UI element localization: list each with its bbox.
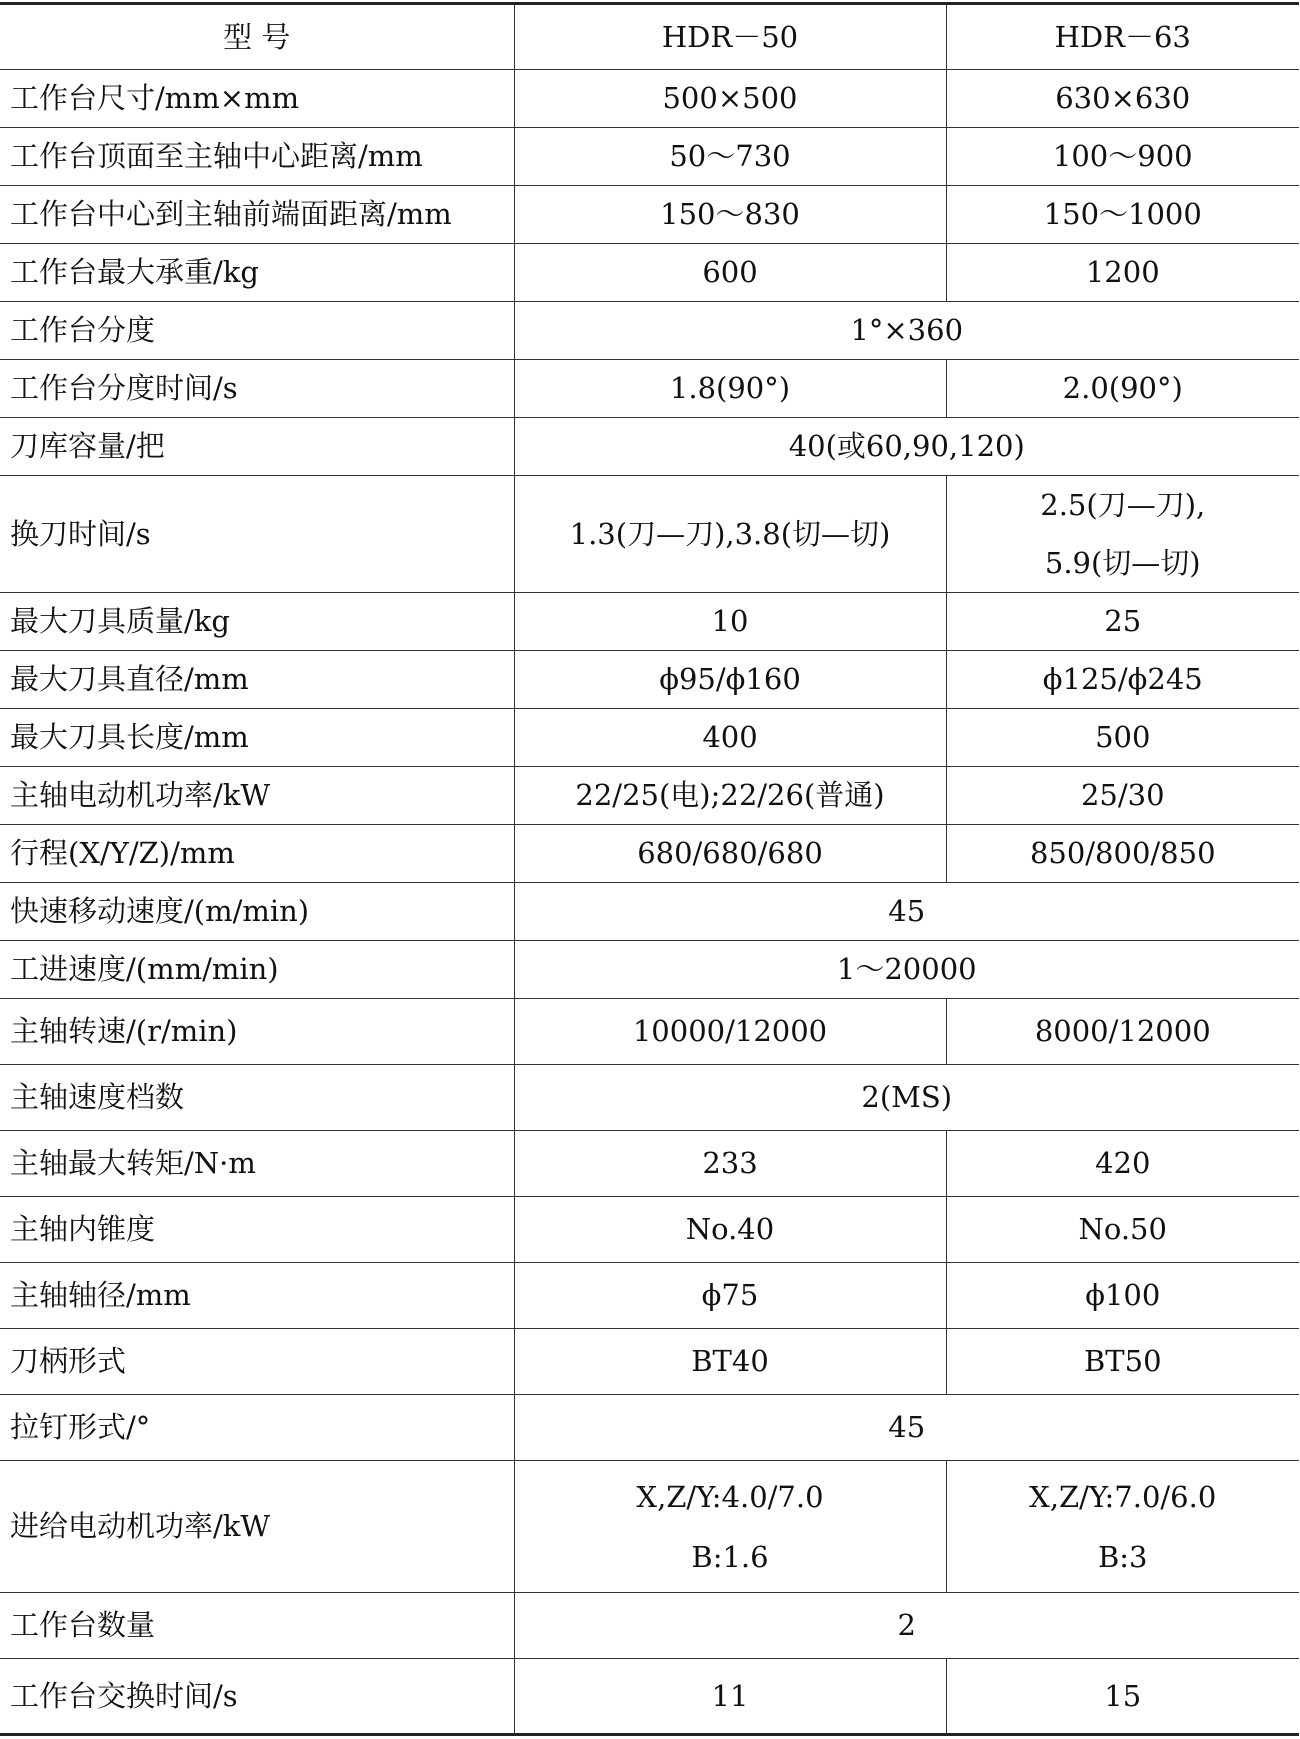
header-hdr-50: HDR－50 [514,4,946,70]
row-value-hdr-63: 500 [946,709,1299,767]
table-header-row [0,4,1299,70]
row-value-hdr-63: 850/800/850 [946,825,1299,883]
row-value-hdr-63: ϕ125/ϕ245 [946,651,1299,709]
row-value-hdr-63: BT50 [946,1329,1299,1395]
row-value-hdr-63 [946,1461,1299,1593]
table-row [0,999,1299,1065]
row-value-hdr-63: 2.0(90°) [946,360,1299,418]
value-line: 5.9(切—切) [1044,546,1201,580]
row-value-hdr-63: 100～900 [946,128,1299,186]
row-value-hdr-50: 400 [514,709,946,767]
row-label: 主轴轴径/mm [0,1263,514,1329]
row-label: 工作台顶面至主轴中心距离/mm [0,128,514,186]
row-value-shared: 1～20000 [514,941,1299,999]
header-model: 型 号 [0,4,514,70]
row-label: 工作台尺寸/mm×mm [0,70,514,128]
row-label: 行程(X/Y/Z)/mm [0,825,514,883]
row-value-hdr-63: 8000/12000 [946,999,1299,1065]
row-label: 进给电动机功率/kW [0,1461,514,1593]
row-value-shared: 45 [514,883,1299,941]
table-row [0,418,1299,476]
row-label: 刀库容量/把 [0,418,514,476]
value-line: B:3 [1097,1539,1148,1574]
value-line: X,Z/Y:4.0/7.0 [636,1479,824,1514]
table-row [0,941,1299,999]
row-value-hdr-63: No.50 [946,1197,1299,1263]
row-value-hdr-63: 25 [946,593,1299,651]
row-value-hdr-50: 680/680/680 [514,825,946,883]
row-value-shared: 2 [514,1593,1299,1659]
row-value-hdr-63: 420 [946,1131,1299,1197]
row-label: 工作台交换时间/s [0,1659,514,1735]
row-value-hdr-50: 22/25(电);22/26(普通) [514,767,946,825]
table-row [0,1461,1299,1593]
table-row [0,70,1299,128]
row-value-hdr-50: No.40 [514,1197,946,1263]
table-row [0,186,1299,244]
table-row [0,1395,1299,1461]
row-value-shared: 1°×360 [514,302,1299,360]
table-row [0,767,1299,825]
row-label: 刀柄形式 [0,1329,514,1395]
row-label: 工作台数量 [0,1593,514,1659]
table-row [0,244,1299,302]
row-label: 工作台分度 [0,302,514,360]
row-value-hdr-63: 630×630 [946,70,1299,128]
row-label: 主轴转速/(r/min) [0,999,514,1065]
row-label: 主轴速度档数 [0,1065,514,1131]
row-value-hdr-50: 500×500 [514,70,946,128]
row-label: 最大刀具长度/mm [0,709,514,767]
row-label: 工作台最大承重/kg [0,244,514,302]
row-label: 拉钉形式/° [0,1395,514,1461]
row-value-hdr-50 [514,1461,946,1593]
table-row [0,128,1299,186]
row-label: 快速移动速度/(m/min) [0,883,514,941]
row-label: 最大刀具质量/kg [0,593,514,651]
row-value-hdr-50: 1.3(刀—刀),3.8(切—切) [514,476,946,593]
row-value-hdr-63: 1200 [946,244,1299,302]
row-label: 工作台中心到主轴前端面距离/mm [0,186,514,244]
table-row [0,1263,1299,1329]
value-line: X,Z/Y:7.0/6.0 [1029,1479,1217,1514]
row-label: 最大刀具直径/mm [0,651,514,709]
row-label: 工进速度/(mm/min) [0,941,514,999]
header-hdr-63: HDR－63 [946,4,1299,70]
row-value-hdr-50: 50～730 [514,128,946,186]
row-value-hdr-63 [946,476,1299,593]
row-value-hdr-50: 10 [514,593,946,651]
spec-table [0,2,1299,1736]
row-label: 主轴内锥度 [0,1197,514,1263]
table-row [0,302,1299,360]
row-value-hdr-50: 233 [514,1131,946,1197]
row-value-hdr-63: 25/30 [946,767,1299,825]
row-label: 主轴最大转矩/N·m [0,1131,514,1197]
row-label: 换刀时间/s [0,476,514,593]
row-value-hdr-63: 15 [946,1659,1299,1735]
table-row [0,1329,1299,1395]
table-row [0,1593,1299,1659]
value-line: 2.5(刀—刀), [1040,488,1206,522]
row-label: 主轴电动机功率/kW [0,767,514,825]
table-row [0,1131,1299,1197]
table-row [0,360,1299,418]
row-value-hdr-63: 150～1000 [946,186,1299,244]
row-value-hdr-63: ϕ100 [946,1263,1299,1329]
table-row [0,883,1299,941]
table-row [0,1065,1299,1131]
row-value-shared: 45 [514,1395,1299,1461]
table-row [0,1197,1299,1263]
row-value-hdr-50: ϕ75 [514,1263,946,1329]
table-row [0,709,1299,767]
row-value-hdr-50: BT40 [514,1329,946,1395]
row-value-hdr-50: ϕ95/ϕ160 [514,651,946,709]
row-value-hdr-50: 150～830 [514,186,946,244]
table-row [0,593,1299,651]
row-value-hdr-50: 1.8(90°) [514,360,946,418]
value-line: B:1.6 [691,1539,769,1574]
row-value-shared: 40(或60,90,120) [514,418,1299,476]
row-value-shared: 2(MS) [514,1065,1299,1131]
row-label: 工作台分度时间/s [0,360,514,418]
row-value-hdr-50: 10000/12000 [514,999,946,1065]
table-row [0,825,1299,883]
table-row [0,1659,1299,1735]
row-value-hdr-50: 11 [514,1659,946,1735]
row-value-hdr-50: 600 [514,244,946,302]
table-row [0,476,1299,593]
table-row [0,651,1299,709]
